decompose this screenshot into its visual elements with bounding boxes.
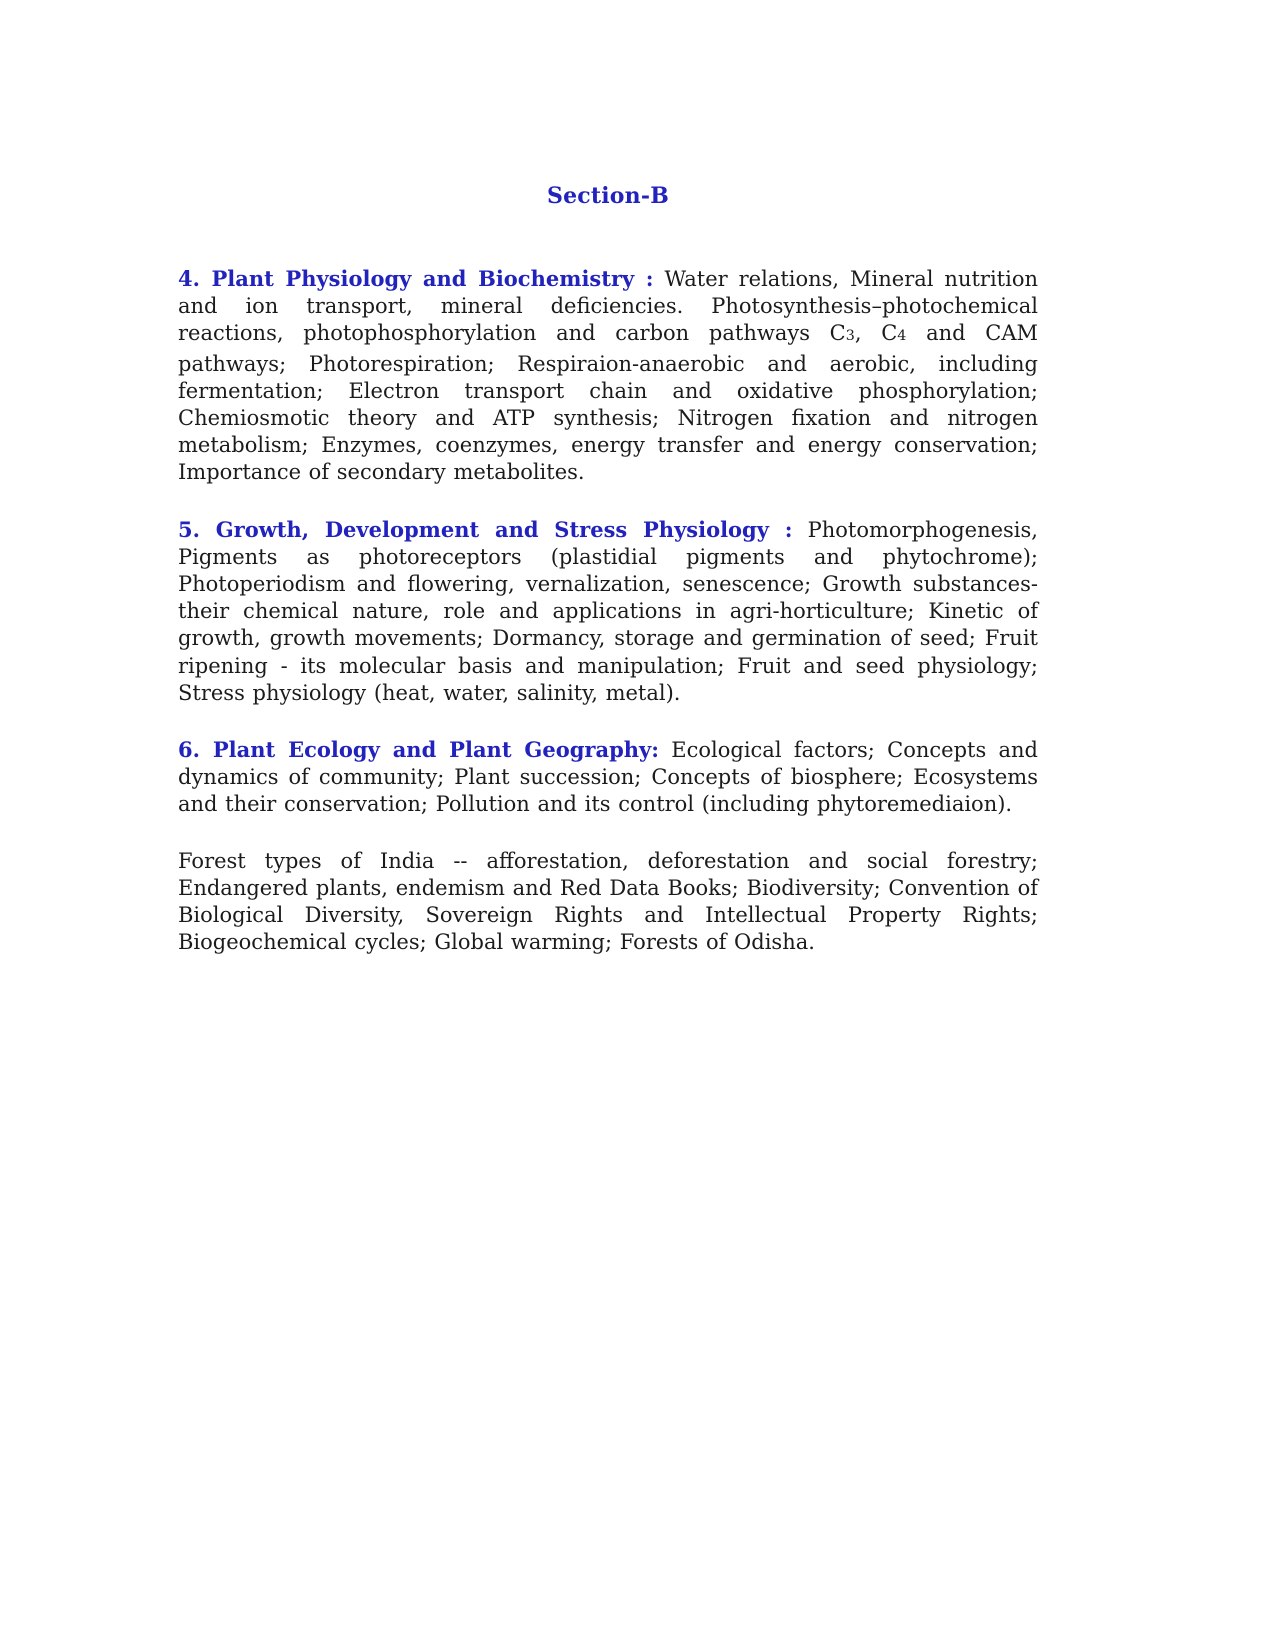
section-6-heading: 6. Plant Ecology and Plant Geography: <box>178 737 659 763</box>
section-5-heading: 5. Growth, Development and Stress Physiology : <box>178 516 793 542</box>
section-4-body-mid: , C <box>854 321 898 346</box>
section-6-body: Ecological factors; Concepts and dynamics of community; Plant succession; Concepts of biosphere; Ecosystems and their conservation; Pollution and its control (including phytoremediaion). <box>178 738 1038 817</box>
section-4-paragraph <box>178 265 1038 487</box>
section-5-body: Photomorphogenesis, Pigments as photoreceptors (plastidial pigments and phytochrome); Photoperiodism and flowering, vernalization, senescence; Growth substances-their chemical nature, role and applications in agri-horticulture; Kinetic of growth, growth movements; Dormancy, storage and germination of seed; Fruit ripening - its molecular basis and manipulation; Fruit and seed physiology; Stress physiology (heat, water, salinity, metal). <box>178 517 1038 705</box>
forest-types-body: Forest types of India -- afforestation, deforestation and social forestry; Endangered plants, endemism and Red Data Books; Biodiversity; Convention of Biological Diversity, Sovereign Rights and Intellectual Property Rights; Biogeochemical cycles; Global warming; Forests of Odisha. <box>178 848 1038 955</box>
section-6-paragraph <box>178 736 1038 819</box>
subscript-4: 4 <box>897 328 907 345</box>
subscript-3: 3 <box>845 328 855 345</box>
section-4-body-pre: Water relations, Mineral nutrition and ion transport, mineral deficiencies. Photosynthesis–photochemical reactions, photophosphorylation and carbon pathways C <box>178 267 1038 346</box>
section-5-paragraph <box>178 516 1038 707</box>
page-title: Section-B <box>547 183 669 209</box>
section-4-body-post: and CAM pathways; Photorespiration; Respiraion-anaerobic and aerobic, including fermentation; Electron transport chain and oxidative phosphorylation; Chemiosmotic theory and ATP synthesis; Nitrogen fixation and nitrogen metabolism; Enzymes, coenzymes, energy transfer and energy conservation; Importance of secondary metabolites. <box>178 321 1038 485</box>
section-4-heading: 4. Plant Physiology and Biochemistry : <box>178 266 654 291</box>
forest-types-paragraph <box>178 848 1038 957</box>
